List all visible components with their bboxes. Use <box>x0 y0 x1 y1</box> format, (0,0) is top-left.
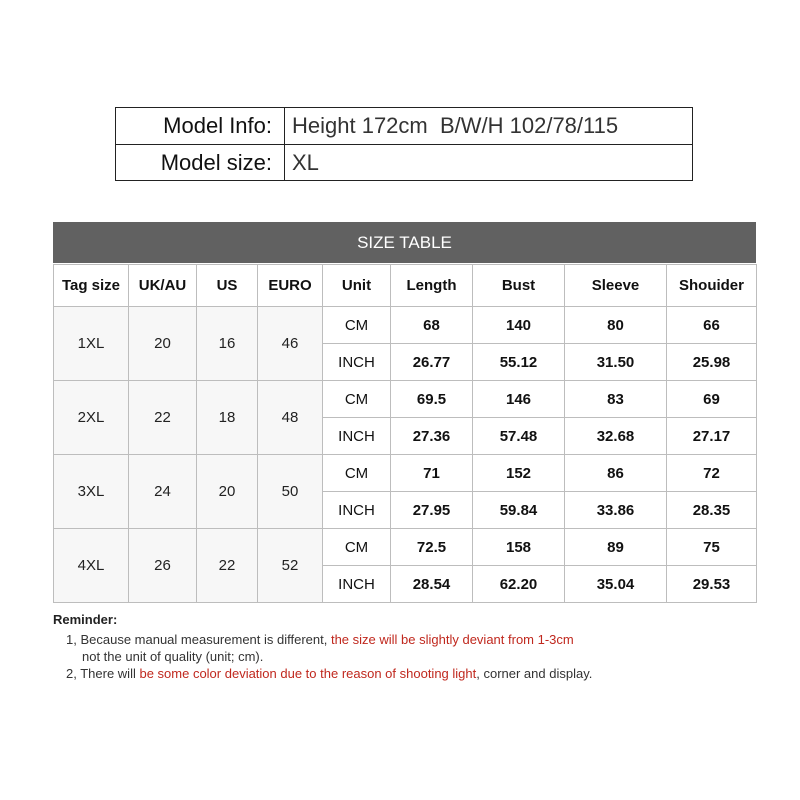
model-info-box <box>115 107 693 181</box>
header-bust: Bust <box>473 265 565 307</box>
bust-cell: 55.12 <box>473 344 565 381</box>
reminder-line-1-highlight: the size will be slightly deviant from 1-3cm <box>330 632 574 647</box>
us-cell: 22 <box>197 529 258 603</box>
size-table-title: SIZE TABLE <box>53 222 756 263</box>
reminder-title: Reminder: <box>53 612 118 627</box>
length-cell: 27.36 <box>391 418 473 455</box>
header-us: US <box>197 265 258 307</box>
length-cell: 68 <box>391 307 473 344</box>
us-cell: 16 <box>197 307 258 381</box>
unit-cell: INCH <box>323 566 391 603</box>
length-cell: 71 <box>391 455 473 492</box>
euro-cell: 48 <box>258 381 323 455</box>
model-info-label: Model Info: <box>116 108 285 144</box>
table-row <box>54 307 757 344</box>
reminder-section <box>53 612 773 682</box>
length-cell: 69.5 <box>391 381 473 418</box>
tag-size-cell: 3XL <box>54 455 129 529</box>
tag-size-cell: 2XL <box>54 381 129 455</box>
sleeve-cell: 31.50 <box>565 344 667 381</box>
reminder-line-2-highlight: be some color deviation due to the reason of shooting light <box>139 666 477 681</box>
header-tag-size: Tag size <box>54 265 129 307</box>
uk-au-cell: 20 <box>129 307 197 381</box>
reminder-line-2-text: 2, There will <box>66 666 140 681</box>
shoulder-cell: 75 <box>667 529 757 566</box>
reminder-line-1 <box>53 631 773 648</box>
header-shoulder: Shouider <box>667 265 757 307</box>
table-row <box>54 455 757 492</box>
sleeve-cell: 33.86 <box>565 492 667 529</box>
reminder-line-2-end: , corner and display. <box>476 666 593 681</box>
bust-cell: 146 <box>473 381 565 418</box>
unit-cell: CM <box>323 307 391 344</box>
table-row <box>54 381 757 418</box>
unit-cell: INCH <box>323 492 391 529</box>
euro-cell: 46 <box>258 307 323 381</box>
unit-cell: CM <box>323 529 391 566</box>
size-table <box>53 264 757 603</box>
length-cell: 27.95 <box>391 492 473 529</box>
shoulder-cell: 72 <box>667 455 757 492</box>
uk-au-cell: 24 <box>129 455 197 529</box>
sleeve-cell: 32.68 <box>565 418 667 455</box>
reminder-line-1-text: 1, Because manual measurement is different, <box>66 632 331 647</box>
model-size-value: XL <box>292 150 319 175</box>
length-cell: 28.54 <box>391 566 473 603</box>
bust-cell: 152 <box>473 455 565 492</box>
header-unit: Unit <box>323 265 391 307</box>
size-table-container <box>53 222 756 603</box>
shoulder-cell: 25.98 <box>667 344 757 381</box>
tag-size-cell: 1XL <box>54 307 129 381</box>
shoulder-cell: 66 <box>667 307 757 344</box>
reminder-line-2 <box>53 665 773 682</box>
uk-au-cell: 22 <box>129 381 197 455</box>
sleeve-cell: 86 <box>565 455 667 492</box>
tag-size-cell: 4XL <box>54 529 129 603</box>
model-info-row <box>116 108 692 145</box>
sleeve-cell: 80 <box>565 307 667 344</box>
model-size-label: Model size: <box>116 145 285 181</box>
unit-cell: CM <box>323 381 391 418</box>
header-uk-au: UK/AU <box>129 265 197 307</box>
bust-cell: 59.84 <box>473 492 565 529</box>
us-cell: 20 <box>197 455 258 529</box>
model-size-row <box>116 145 692 181</box>
length-cell: 72.5 <box>391 529 473 566</box>
bust-cell: 57.48 <box>473 418 565 455</box>
us-cell: 18 <box>197 381 258 455</box>
shoulder-cell: 28.35 <box>667 492 757 529</box>
header-euro: EURO <box>258 265 323 307</box>
unit-cell: INCH <box>323 418 391 455</box>
bust-cell: 158 <box>473 529 565 566</box>
model-info-value: Height 172cm B/W/H 102/78/115 <box>292 113 619 138</box>
header-length: Length <box>391 265 473 307</box>
bust-cell: 62.20 <box>473 566 565 603</box>
unit-cell: CM <box>323 455 391 492</box>
sleeve-cell: 35.04 <box>565 566 667 603</box>
bust-cell: 140 <box>473 307 565 344</box>
shoulder-cell: 27.17 <box>667 418 757 455</box>
sleeve-cell: 89 <box>565 529 667 566</box>
reminder-line-1-cont: not the unit of quality (unit; cm). <box>82 649 264 664</box>
length-cell: 26.77 <box>391 344 473 381</box>
euro-cell: 52 <box>258 529 323 603</box>
euro-cell: 50 <box>258 455 323 529</box>
shoulder-cell: 69 <box>667 381 757 418</box>
unit-cell: INCH <box>323 344 391 381</box>
size-table-header-row <box>54 265 757 307</box>
table-row <box>54 529 757 566</box>
shoulder-cell: 29.53 <box>667 566 757 603</box>
header-sleeve: Sleeve <box>565 265 667 307</box>
sleeve-cell: 83 <box>565 381 667 418</box>
uk-au-cell: 26 <box>129 529 197 603</box>
